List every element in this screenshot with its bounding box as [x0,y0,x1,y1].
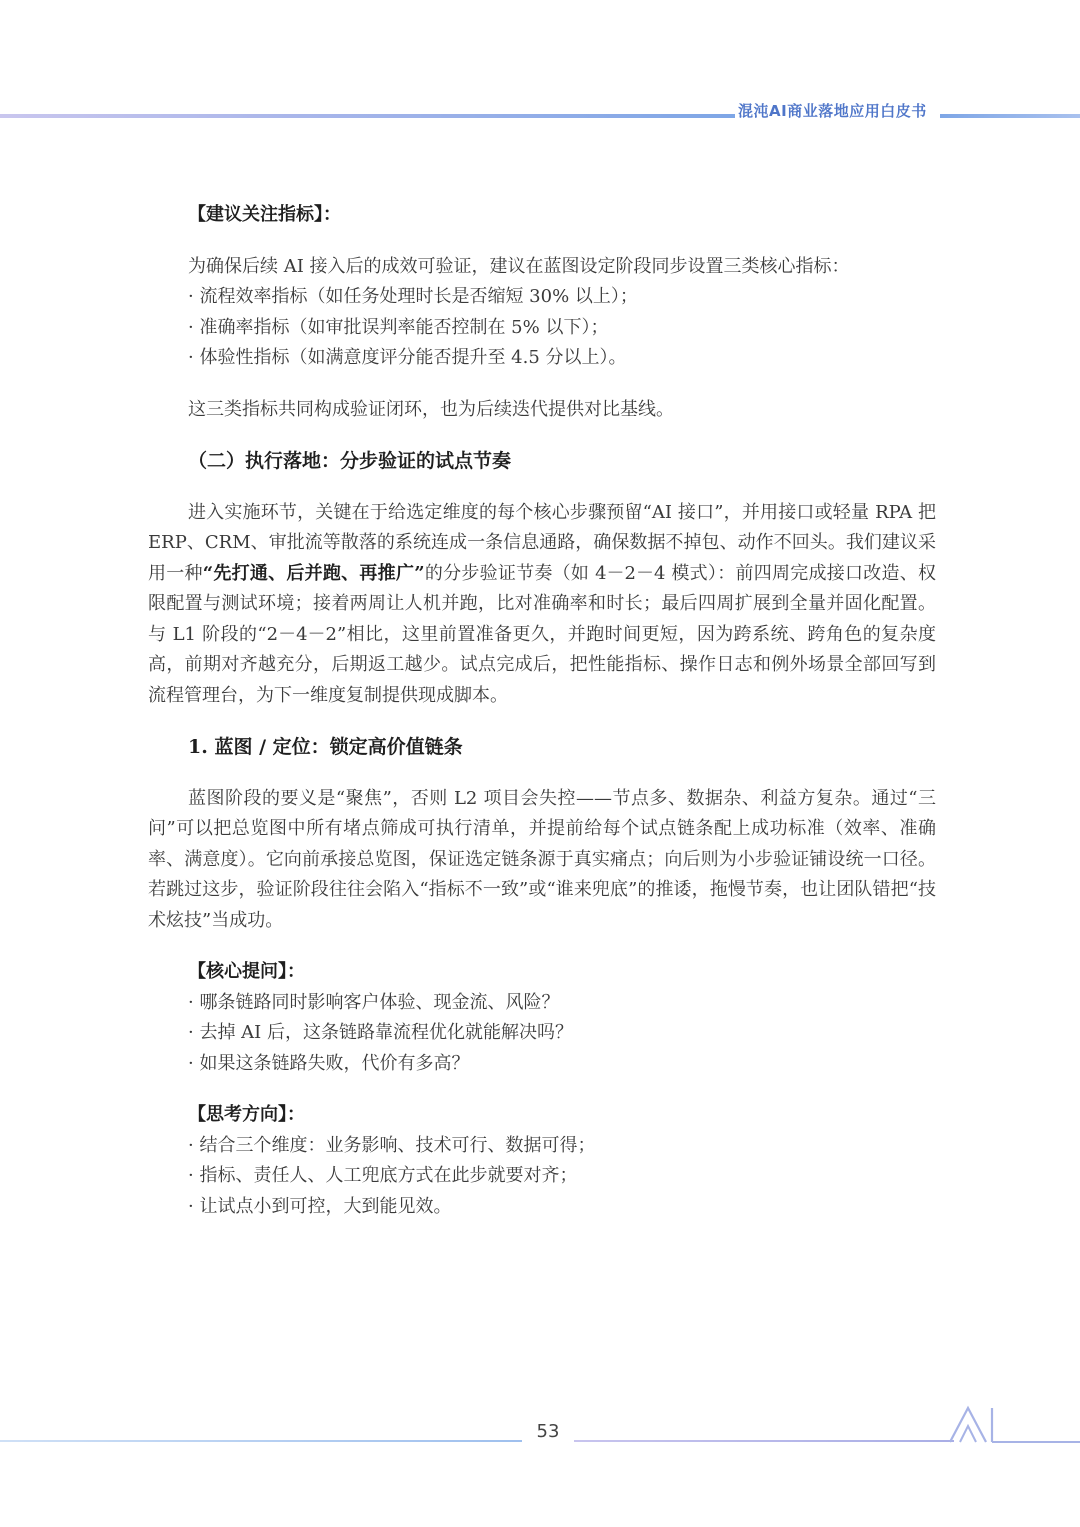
blueprint-heading: 1. 蓝图 / 定位：锁定高价值链条 [188,736,463,758]
thinking-item-3: · 让试点小到可控，大到能见效。 [188,1195,452,1217]
questions-item-1: · 哪条链路同时影响客户体验、现金流、风险？ [188,991,560,1013]
metrics-intro: 为确保后续 AI 接入后的成效可验证，建议在蓝图设定阶段同步设置三类核心指标： [188,255,850,277]
metrics-item-2: · 准确率指标（如审批误判率能否控制在 5% 以下）； [188,316,609,338]
thinking-item-1: · 结合三个维度：业务影响、技术可行、数据可得； [188,1134,596,1156]
execution-text-1: 进入实施环节，关键在于给选定维度的每个核心步骤预留“AI 接口”，并用接口或轻量 RPA 把 ERP、CRM、审批流等散落的系统连成一条信息通路，确保数据不掉包、动作不回头。我们建议采用一种 [148,501,936,584]
footer-rule-left [0,1440,522,1442]
questions-heading: 【核心提问】： [188,961,305,982]
questions-item-2: · 去掉 AI 后，这条链路靠流程优化就能解决吗？ [188,1022,573,1043]
questions-item-3: · 如果这条链路失败，代价有多高？ [188,1052,470,1074]
logo-text: AI [1016,1432,1018,1433]
header-rule-left [0,114,735,118]
footer-rule-right [574,1440,954,1442]
page-number: 53 [536,1421,560,1442]
metrics-heading: 【建议关注指标】： [188,204,341,225]
ai-logo-icon [946,1402,1080,1446]
header-title: 混沌AI商业落地应用白皮书 [738,102,927,120]
header-rule-right [940,114,1080,118]
execution-text-bold: “先打通、后并跑、再推广” [202,562,425,584]
thinking-heading: 【思考方向】： [188,1104,305,1125]
execution-text-2: 的分步验证节奏（如 4－2－4 模式）：前四周完成接口改造、权限配置与测试环境；接着两周让人机并跑，比对准确率和时长；最后四周扩展到全量并固化配置。与 L1 阶段的“2－4－2”相比，这里前置准备更久，并跑时间更短，因为跨系统、跨角色的复杂度高，前期对齐越充分，后期返工越少。试点完成后，把性能指标、操作日志和例外场景全部回写到流程管理台，为下一维度复制提供现成脚本。 [148,562,936,706]
metrics-closing: 这三类指标共同构成验证闭环，也为后续迭代提供对比基线。 [188,398,674,420]
execution-heading: （二）执行落地：分步验证的试点节奏 [188,450,512,472]
execution-paragraph [148,498,936,712]
thinking-item-2: · 指标、责任人、人工兜底方式在此步就要对齐； [188,1165,578,1186]
metrics-item-3: · 体验性指标（如满意度评分能否提升至 4.5 分以上）。 [188,347,627,368]
blueprint-paragraph: 蓝图阶段的要义是“聚焦”，否则 L2 项目会失控——节点多、数据杂、利益方复杂。通过“三问”可以把总览图中所有堵点筛成可执行清单，并提前给每个试点链条配上成功标准（效率、准确率、满意度）。它向前承接总览图，保证选定链条源于真实痛点；向后则为小步验证铺设统一口径。若跳过这步，验证阶段往往会陷入“指标不一致”或“谁来兜底”的推诿，拖慢节奏，也让团队错把“技术炫技”当成功。 [148,787,936,931]
page-content [148,200,936,1222]
metrics-item-1: · 流程效率指标（如任务处理时长是否缩短 30% 以上）； [188,286,638,307]
